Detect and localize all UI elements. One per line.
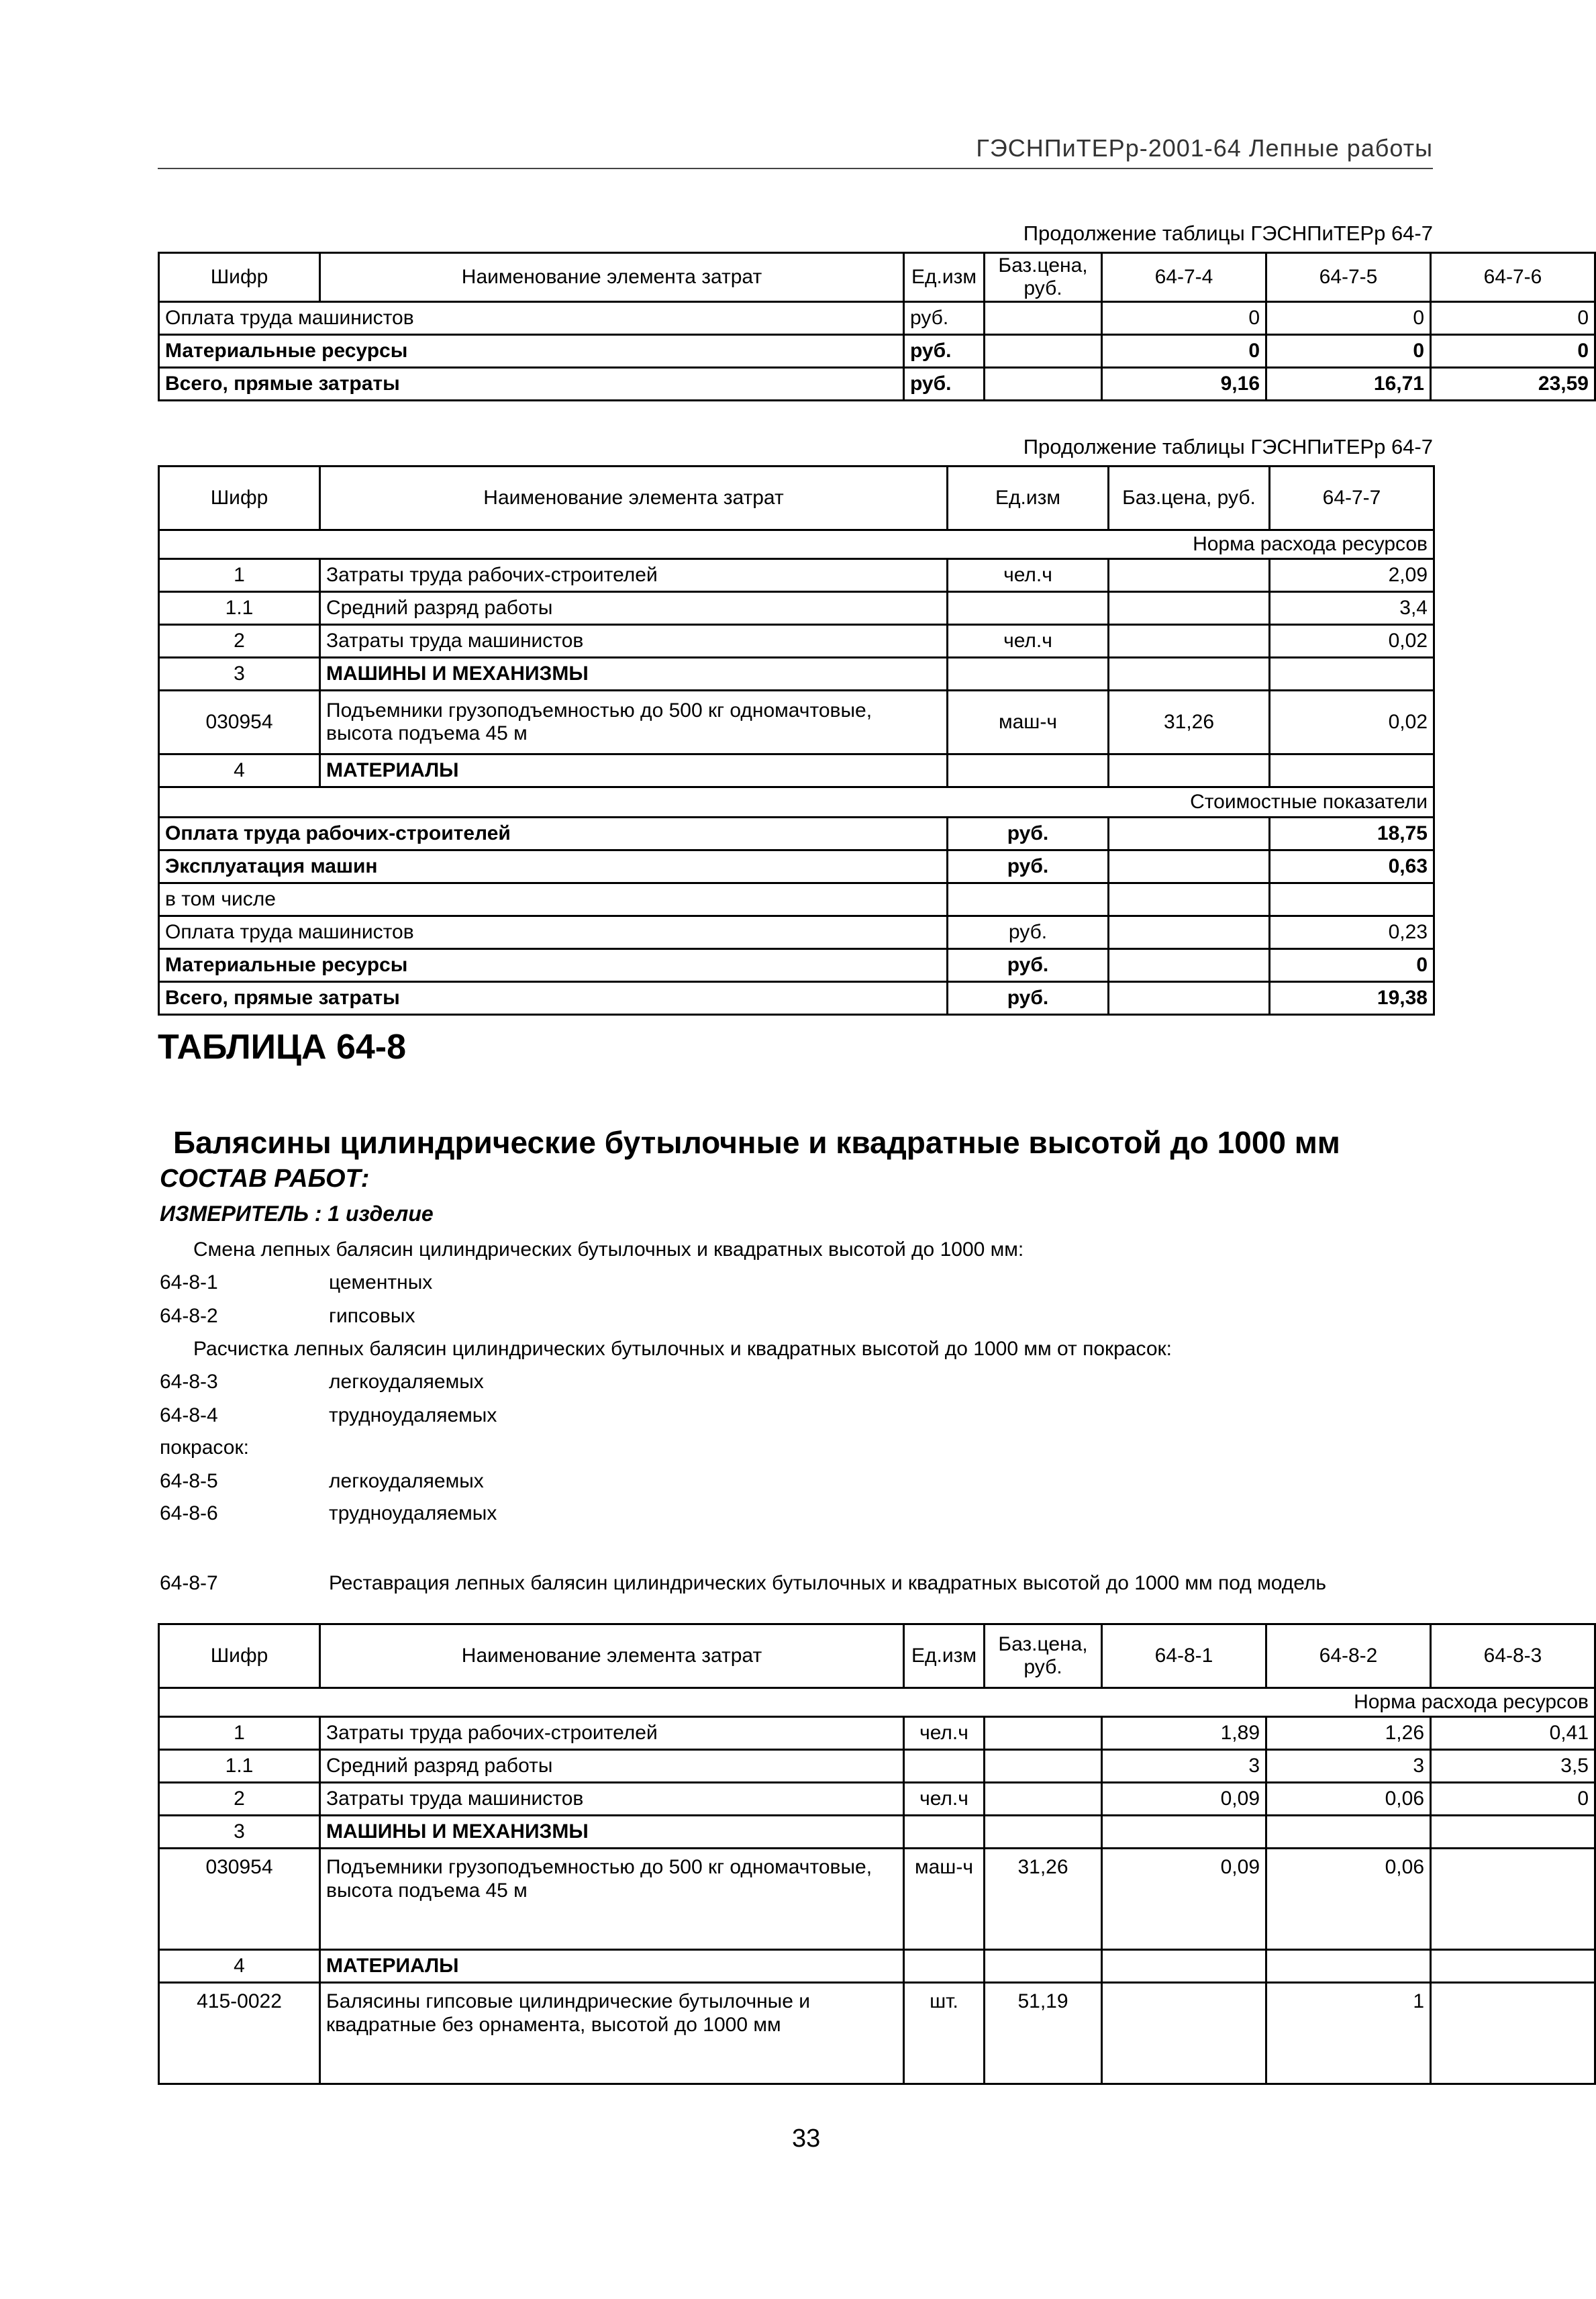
row-name: Средний разряд работы [320, 1750, 904, 1783]
row-name: Затраты труда машинистов [320, 1783, 904, 1816]
work-item: Реставрация лепных балясин цилиндрических бутылочных и квадратных высотой до 1000 мм под модель [329, 1572, 1327, 1594]
row-value [1431, 1816, 1595, 1849]
stoim-caption: Стоимостные показатели [159, 787, 1434, 818]
row-value: 0,09 [1102, 1849, 1266, 1950]
row-price: 31,26 [1109, 691, 1270, 754]
table-row [159, 658, 1434, 691]
row-unit [948, 754, 1109, 787]
row-value [1431, 1983, 1595, 2084]
cost-unit: руб. [948, 949, 1109, 982]
table-64-7-part1 [158, 252, 1596, 401]
work-code: 64-8-7 [160, 1572, 218, 1594]
cost-unit: руб. [948, 850, 1109, 883]
table-row [159, 1950, 1595, 1983]
work-item: легкоудаляемых [329, 1470, 484, 1492]
row-name: МАШИНЫ И МЕХАНИЗМЫ [320, 1816, 904, 1849]
table-64-7-part2 [158, 465, 1435, 1016]
row-name: Балясины гипсовые цилиндрические бутылочные и квадратные без орнамента, высотой до 1000 мм [320, 1983, 904, 2084]
row-code: 4 [159, 1950, 320, 1983]
col-header-64-8-3: 64-8-3 [1431, 1624, 1595, 1688]
table-row [159, 302, 1595, 335]
work-item: трудноудаляемых [329, 1404, 497, 1426]
row-value [1431, 1849, 1595, 1950]
row-unit [948, 658, 1109, 691]
work-code: 64-8-4 [160, 1404, 218, 1426]
work-item: трудноудаляемых [329, 1502, 497, 1524]
cost-value: 19,38 [1270, 982, 1434, 1015]
cost-value: 0,23 [1270, 916, 1434, 949]
work-code: 64-8-3 [160, 1371, 218, 1393]
col-header-unit: Ед.изм [904, 1624, 985, 1688]
cost-unit: руб. [948, 818, 1109, 850]
cost-price [1109, 916, 1270, 949]
row-unit: руб. [904, 335, 985, 368]
cost-price [1109, 818, 1270, 850]
cost-value [1270, 883, 1434, 916]
cost-name: Всего, прямые затраты [159, 982, 948, 1015]
row-code: 1.1 [159, 592, 320, 625]
row-value: 0 [1431, 335, 1595, 368]
cost-price [1109, 883, 1270, 916]
col-header-64-7-7: 64-7-7 [1270, 467, 1434, 530]
col-header-64-8-2: 64-8-2 [1266, 1624, 1431, 1688]
work-item: легкоудаляемых [329, 1371, 484, 1393]
cost-name: Оплата труда рабочих-строителей [159, 818, 948, 850]
work-item: цементных [329, 1271, 433, 1293]
row-price: 31,26 [985, 1849, 1102, 1950]
row-price [1109, 754, 1270, 787]
col-header-unit: Ед.изм [948, 467, 1109, 530]
row-unit: шт. [904, 1983, 985, 2084]
norma-caption: Норма расхода ресурсов [159, 1688, 1595, 1717]
page-number: 33 [792, 2124, 821, 2153]
row-value: 0,09 [1102, 1783, 1266, 1816]
row-value: 3 [1102, 1750, 1266, 1783]
row-value: 0 [1102, 302, 1266, 335]
col-header-name: Наименование элемента затрат [320, 1624, 904, 1688]
cost-name: Эксплуатация машин [159, 850, 948, 883]
cost-row [159, 949, 1434, 982]
cost-price [1109, 949, 1270, 982]
row-price [985, 302, 1102, 335]
work-item: гипсовых [329, 1305, 415, 1327]
row-price [1109, 658, 1270, 691]
table-row [159, 625, 1434, 658]
row-name: Подъемники грузоподъемностью до 500 кг одномачтовые, высота подъема 45 м [320, 1849, 904, 1950]
row-price [985, 335, 1102, 368]
row-unit [904, 1750, 985, 1783]
row-value [1270, 658, 1434, 691]
cost-unit: руб. [948, 916, 1109, 949]
row-price [1109, 625, 1270, 658]
row-value: 0,41 [1431, 1717, 1595, 1750]
col-header-price: Баз.цена, руб. [985, 1624, 1102, 1688]
row-unit: чел.ч [948, 625, 1109, 658]
table-row [159, 1717, 1595, 1750]
row-value [1102, 1983, 1266, 2084]
table-row [159, 691, 1434, 754]
col-header-code: Шифр [159, 253, 320, 302]
row-code: 2 [159, 1783, 320, 1816]
row-unit: руб. [904, 302, 985, 335]
col-header-code: Шифр [159, 467, 320, 530]
header-rule [158, 168, 1433, 169]
continuation-caption-1: Продолжение таблицы ГЭСНПиТЕРр 64-7 [1023, 222, 1433, 245]
row-code: 030954 [159, 691, 320, 754]
continuation-caption-2: Продолжение таблицы ГЭСНПиТЕРр 64-7 [1023, 435, 1433, 458]
work-code: 64-8-5 [160, 1470, 218, 1492]
cost-row [159, 883, 1434, 916]
table-row [159, 1816, 1595, 1849]
row-name: Затраты труда рабочих-строителей [320, 1717, 904, 1750]
row-price [985, 1816, 1102, 1849]
row-price [985, 1950, 1102, 1983]
row-code: 415-0022 [159, 1983, 320, 2084]
table-row [159, 754, 1434, 787]
row-value: 0,02 [1270, 625, 1434, 658]
row-value: 16,71 [1266, 368, 1431, 401]
col-header-64-7-4: 64-7-4 [1102, 253, 1266, 302]
col-header-64-7-6: 64-7-6 [1431, 253, 1595, 302]
row-code: 3 [159, 658, 320, 691]
row-value [1102, 1816, 1266, 1849]
row-value: 0,02 [1270, 691, 1434, 754]
col-header-price: Баз.цена, руб. [985, 253, 1102, 302]
col-header-name: Наименование элемента затрат [320, 467, 948, 530]
table-row [159, 1783, 1595, 1816]
row-code: 030954 [159, 1849, 320, 1950]
row-value: 3 [1266, 1750, 1431, 1783]
row-code: 1 [159, 1717, 320, 1750]
row-unit: чел.ч [948, 559, 1109, 592]
izmeritel: ИЗМЕРИТЕЛЬ : 1 изделие [160, 1202, 434, 1226]
table-row [159, 592, 1434, 625]
work-raschistka: Расчистка лепных балясин цилиндрических бутылочных и квадратных высотой до 1000 мм от покрасок: [193, 1338, 1172, 1360]
norma-caption: Норма расхода ресурсов [159, 530, 1434, 559]
sostav-heading: СОСТАВ РАБОТ: [160, 1165, 370, 1193]
cost-price [1109, 982, 1270, 1015]
row-value [1102, 1950, 1266, 1983]
row-unit: руб. [904, 368, 985, 401]
row-name: Средний разряд работы [320, 592, 948, 625]
col-header-64-7-5: 64-7-5 [1266, 253, 1431, 302]
row-unit: маш-ч [948, 691, 1109, 754]
row-name: Затраты труда рабочих-строителей [320, 559, 948, 592]
row-value: 9,16 [1102, 368, 1266, 401]
cost-name: в том числе [159, 883, 948, 916]
table-row [159, 1849, 1595, 1950]
col-header-64-8-1: 64-8-1 [1102, 1624, 1266, 1688]
cost-name: Материальные ресурсы [159, 949, 948, 982]
cost-unit [948, 883, 1109, 916]
cost-row [159, 916, 1434, 949]
row-name: Материальные ресурсы [159, 335, 904, 368]
table-row [159, 1750, 1595, 1783]
table-64-8 [158, 1623, 1596, 2085]
table-row [159, 335, 1595, 368]
running-header: ГЭСНПиТЕРр-2001-64 Лепные работы [976, 134, 1433, 162]
row-value [1431, 1950, 1595, 1983]
cost-value: 18,75 [1270, 818, 1434, 850]
col-header-unit: Ед.изм [904, 253, 985, 302]
row-value: 1,89 [1102, 1717, 1266, 1750]
row-unit [948, 592, 1109, 625]
row-value: 0,06 [1266, 1849, 1431, 1950]
work-title: Балясины цилиндрические бутылочные и квадратные высотой до 1000 мм [173, 1125, 1340, 1160]
col-header-name: Наименование элемента затрат [320, 253, 904, 302]
row-value: 0,06 [1266, 1783, 1431, 1816]
row-code: 1.1 [159, 1750, 320, 1783]
row-value: 0 [1266, 335, 1431, 368]
row-price: 51,19 [985, 1983, 1102, 2084]
row-name: Оплата труда машинистов [159, 302, 904, 335]
work-smena: Смена лепных балясин цилиндрических бутылочных и квадратных высотой до 1000 мм: [193, 1238, 1024, 1261]
cost-row [159, 850, 1434, 883]
row-value [1266, 1816, 1431, 1849]
row-value [1270, 754, 1434, 787]
row-value: 2,09 [1270, 559, 1434, 592]
row-value: 1,26 [1266, 1717, 1431, 1750]
row-unit: маш-ч [904, 1849, 985, 1950]
row-code: 2 [159, 625, 320, 658]
work-pokrasok: покрасок: [160, 1436, 249, 1459]
cost-price [1109, 850, 1270, 883]
cost-value: 0 [1270, 949, 1434, 982]
row-value: 0 [1431, 1783, 1595, 1816]
col-header-code: Шифр [159, 1624, 320, 1688]
row-price [985, 368, 1102, 401]
row-price [1109, 559, 1270, 592]
cost-row [159, 982, 1434, 1015]
work-code: 64-8-2 [160, 1305, 218, 1327]
row-unit: чел.ч [904, 1717, 985, 1750]
table-row [159, 368, 1595, 401]
row-value: 3,5 [1431, 1750, 1595, 1783]
row-value: 1 [1266, 1983, 1431, 2084]
work-code: 64-8-6 [160, 1502, 218, 1524]
row-name: Подъемники грузоподъемностью до 500 кг одномачтовые, высота подъема 45 м [320, 691, 948, 754]
row-price [1109, 592, 1270, 625]
row-code: 4 [159, 754, 320, 787]
row-code: 3 [159, 1816, 320, 1849]
row-name: Всего, прямые затраты [159, 368, 904, 401]
row-value: 23,59 [1431, 368, 1595, 401]
row-name: Затраты труда машинистов [320, 625, 948, 658]
row-name: МАШИНЫ И МЕХАНИЗМЫ [320, 658, 948, 691]
row-unit: чел.ч [904, 1783, 985, 1816]
table-row [159, 1983, 1595, 2084]
cost-unit: руб. [948, 982, 1109, 1015]
row-price [985, 1783, 1102, 1816]
row-value: 3,4 [1270, 592, 1434, 625]
row-code: 1 [159, 559, 320, 592]
cost-row [159, 818, 1434, 850]
row-value [1266, 1950, 1431, 1983]
table-row [159, 559, 1434, 592]
work-code: 64-8-1 [160, 1271, 218, 1293]
row-name: МАТЕРИАЛЫ [320, 754, 948, 787]
cost-value: 0,63 [1270, 850, 1434, 883]
row-price [985, 1750, 1102, 1783]
section-title: ТАБЛИЦА 64-8 [158, 1028, 407, 1067]
row-value: 0 [1431, 302, 1595, 335]
row-value: 0 [1102, 335, 1266, 368]
row-price [985, 1717, 1102, 1750]
row-value: 0 [1266, 302, 1431, 335]
row-unit [904, 1816, 985, 1849]
row-unit [904, 1950, 985, 1983]
cost-name: Оплата труда машинистов [159, 916, 948, 949]
row-name: МАТЕРИАЛЫ [320, 1950, 904, 1983]
col-header-price: Баз.цена, руб. [1109, 467, 1270, 530]
